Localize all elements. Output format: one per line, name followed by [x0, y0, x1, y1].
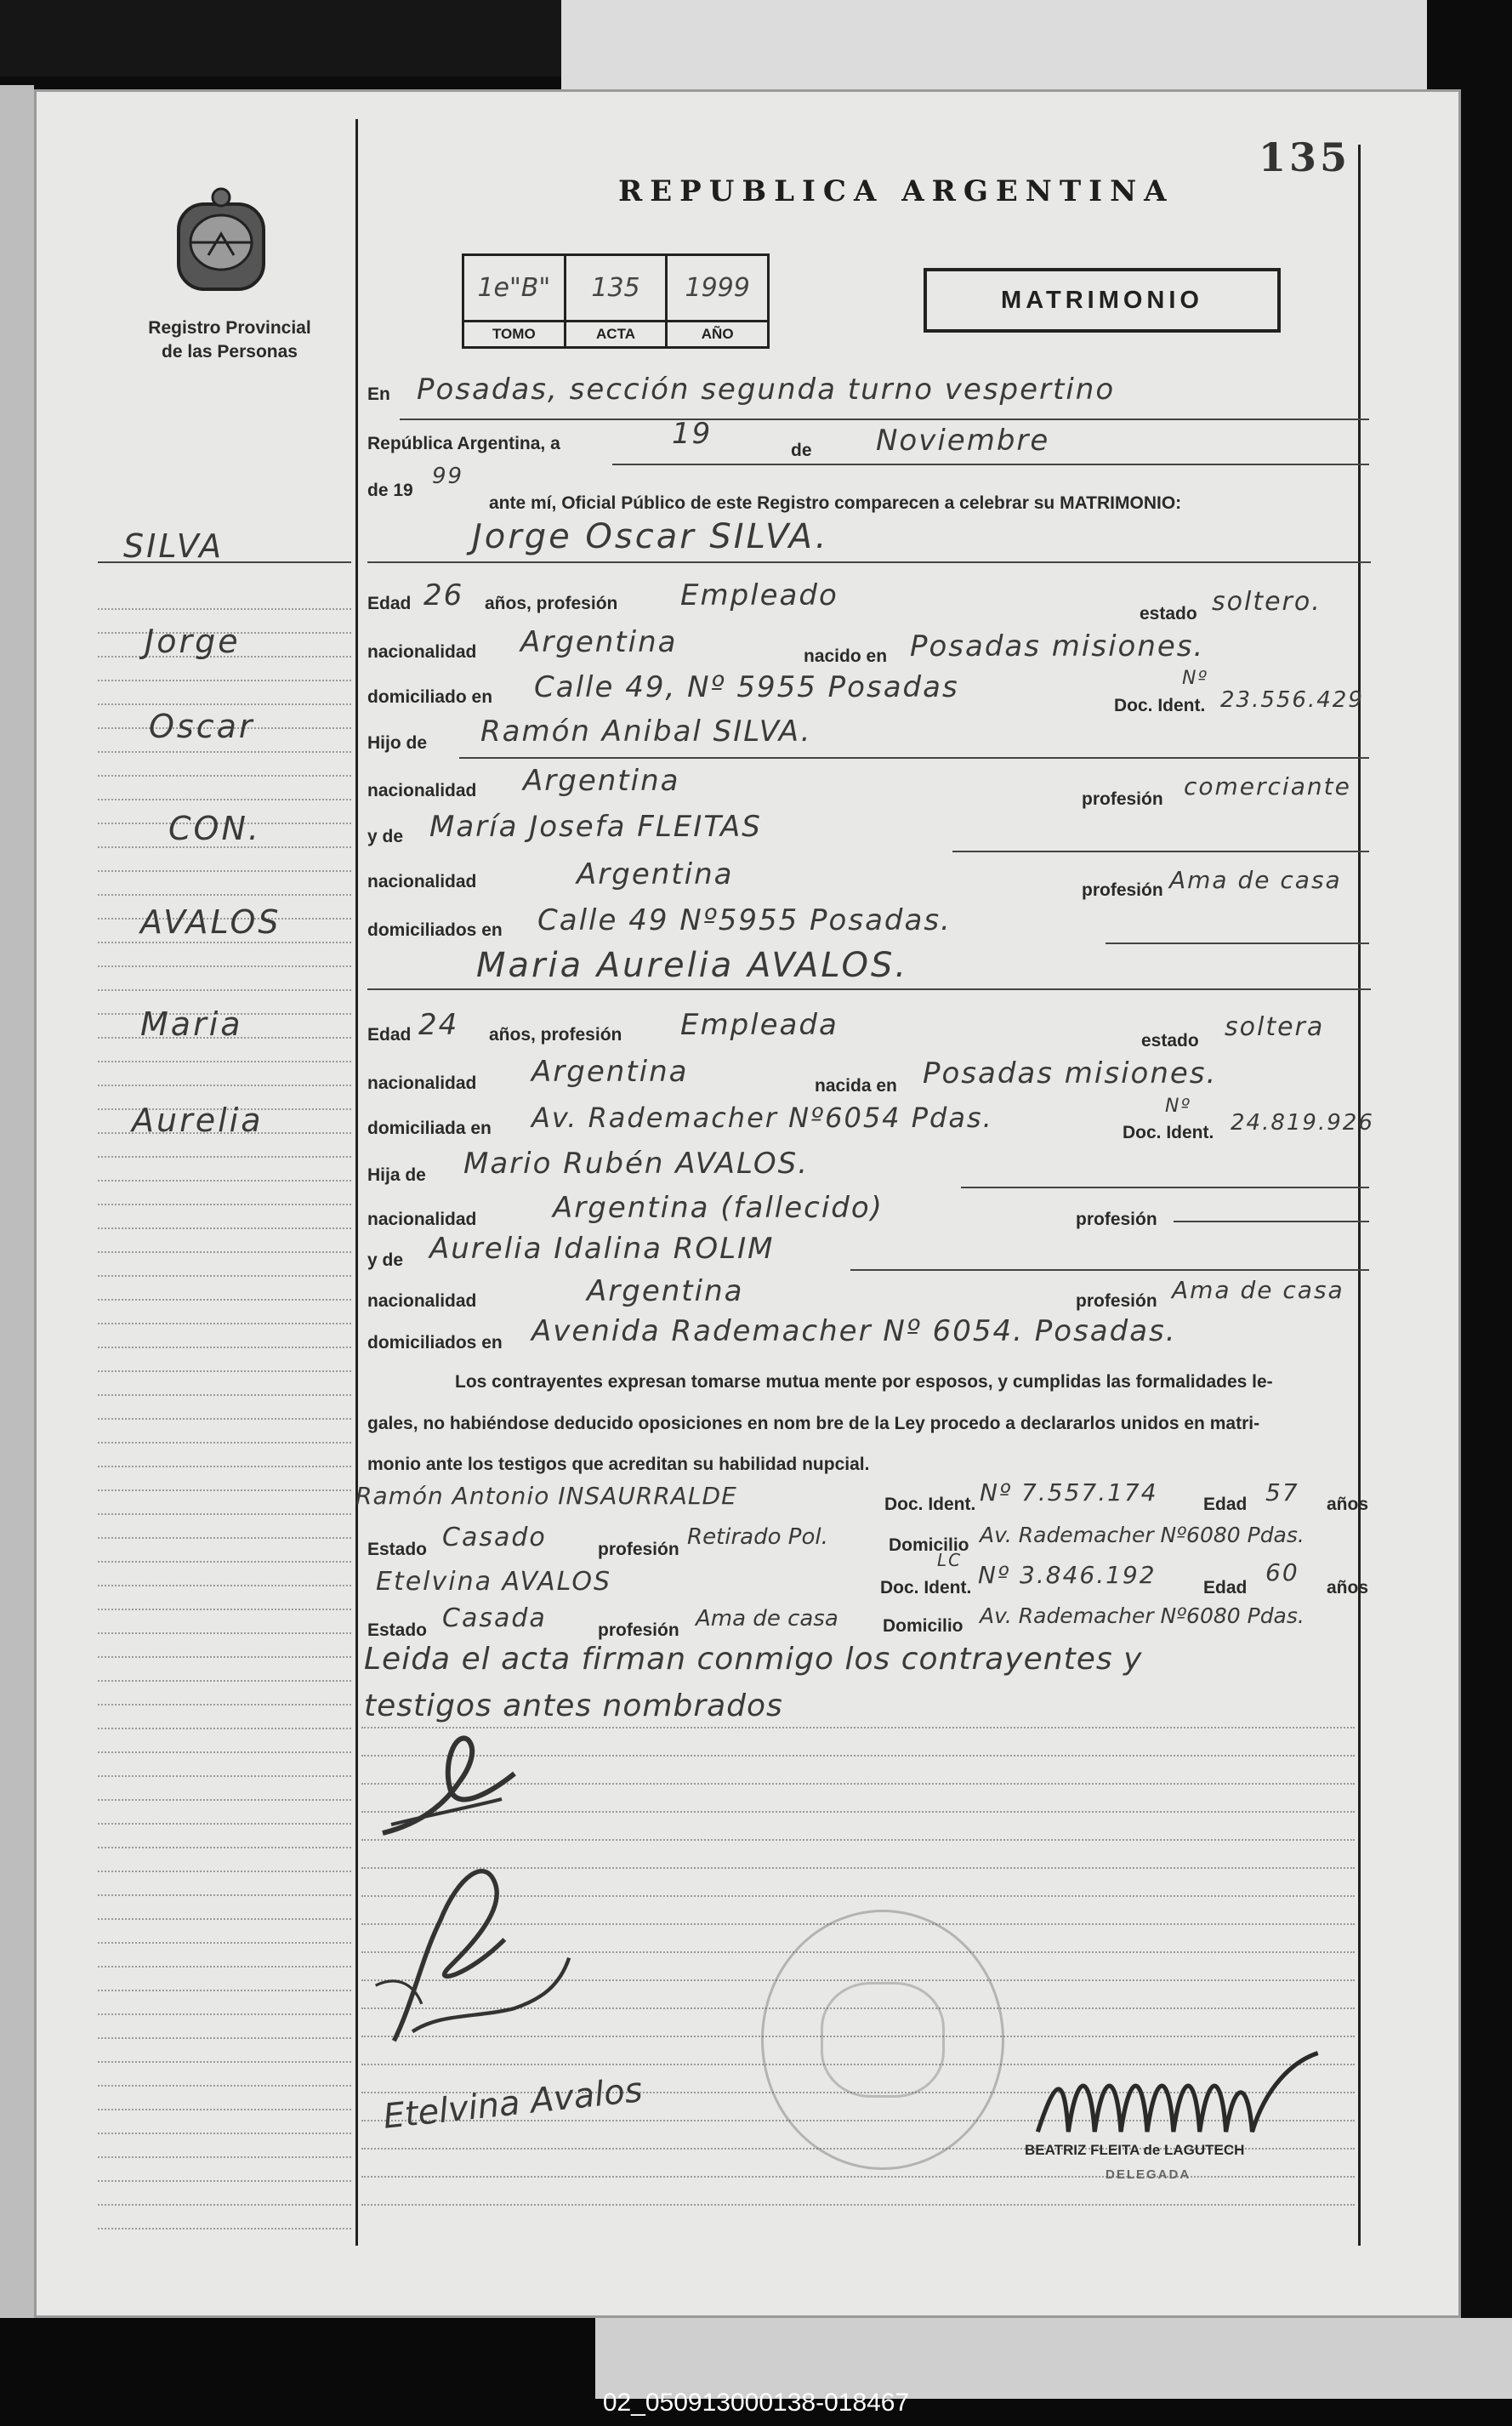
groom-estado: soltero.	[1212, 587, 1322, 617]
groom-estado-label: estado	[1140, 604, 1197, 624]
witness1-doc-label: Doc. Ident.	[884, 1495, 976, 1514]
bride-anos-prof-label: años, profesión	[489, 1025, 622, 1045]
side-name-7: Aurelia	[132, 1102, 264, 1139]
left-rule-line	[98, 680, 351, 681]
left-rule-line	[98, 1323, 351, 1324]
bride-father-line	[961, 1187, 1369, 1188]
witness1-dom-label: Domicilio	[889, 1535, 969, 1555]
left-rule-line	[98, 751, 351, 753]
bride-name-line	[367, 988, 1371, 990]
witness1-age: 57	[1265, 1478, 1299, 1506]
groom-father-line	[459, 757, 1369, 759]
groom-nac-label: nacionalidad	[367, 642, 477, 662]
official-signature	[1029, 2042, 1327, 2152]
footer-id: 02_050913000138-018467	[602, 2389, 910, 2417]
left-rule-line	[98, 2085, 351, 2087]
groom-mother: María Josefa FLEITAS	[429, 810, 762, 844]
left-rule-line	[98, 1751, 351, 1753]
bride-doc-prefix: Nº	[1165, 1096, 1191, 1117]
left-rule-line	[98, 1775, 351, 1777]
record-type-box: MATRIMONIO	[924, 268, 1281, 333]
witness2-estado: Casada	[442, 1603, 547, 1633]
witness2-anos-label: años	[1327, 1578, 1369, 1597]
acta-label: ACTA	[566, 320, 666, 346]
location-line	[400, 419, 1369, 420]
witness2-address: Av. Rademacher Nº6080 Pdas.	[980, 1603, 1305, 1628]
groom-doc-label: Doc. Ident.	[1114, 696, 1206, 715]
left-rule-line	[98, 1585, 351, 1586]
left-rule-line	[98, 608, 351, 610]
groom-doc-prefix: Nº	[1182, 668, 1208, 689]
bride-estado-label: estado	[1141, 1031, 1199, 1051]
left-rule-line	[98, 1466, 351, 1467]
left-rule-line	[98, 703, 351, 705]
background-top-right	[561, 0, 1427, 94]
day-value: 19	[672, 417, 713, 451]
left-rule-line	[98, 1728, 351, 1729]
left-rule-line	[98, 1918, 351, 1920]
groom-edad-label: Edad	[367, 594, 412, 613]
groom-mother-nationality: Argentina	[577, 857, 734, 891]
bride-parents-dom-label: domiciliados en	[367, 1333, 503, 1353]
left-rule-line	[98, 1537, 351, 1539]
bride-age: 24	[418, 1008, 459, 1042]
de-label: de	[791, 441, 812, 460]
side-name-3: Oscar	[149, 708, 255, 745]
ano-cell	[668, 256, 767, 346]
groom-nationality: Argentina	[520, 625, 678, 659]
left-rule-line	[98, 2109, 351, 2110]
ano-label: AÑO	[668, 320, 767, 346]
witness2-edad-label: Edad	[1203, 1578, 1248, 1597]
bride-father-prof-line	[1174, 1221, 1369, 1222]
background-top-left	[0, 0, 561, 77]
official-stamp-inner	[821, 1982, 945, 2098]
declaration-line3: monio ante los testigos que acreditan su habilidad nupcial.	[367, 1455, 870, 1474]
side-name-4: CON.	[168, 810, 261, 847]
country-title: REPUBLICA ARGENTINA	[618, 174, 1174, 208]
bride-estado: soltera	[1225, 1012, 1325, 1042]
left-rule-line	[98, 942, 351, 943]
bride-yde-label: y de	[367, 1250, 404, 1270]
left-rule-line	[98, 894, 351, 896]
left-rule-line	[98, 1561, 351, 1563]
left-rule-line	[98, 2204, 351, 2206]
bride-mother-line	[850, 1269, 1369, 1271]
groom-age: 26	[423, 578, 464, 612]
tomo-cell	[464, 256, 566, 346]
left-rule-line	[98, 1489, 351, 1491]
witness1-name: Ramón Antonio INSAURRALDE	[355, 1482, 737, 1510]
left-rule-line	[98, 870, 351, 872]
background-bottom-light	[595, 2318, 1512, 2399]
groom-mother-profession: Ama de casa	[1169, 866, 1342, 894]
bride-nationality: Argentina	[531, 1055, 689, 1089]
ante-text: ante mí, Oficial Público de este Registro comparecen a celebrar su MATRIMONIO:	[489, 493, 1182, 513]
left-rule-line	[98, 1418, 351, 1420]
left-rule-line	[98, 1704, 351, 1706]
witness2-age: 60	[1265, 1558, 1299, 1586]
tomo-value: 1e"B"	[477, 273, 551, 303]
year-suffix-value: 99	[432, 464, 464, 489]
official-name: BEATRIZ FLEITA de LAGUTECH	[1025, 2142, 1245, 2158]
groom-mother-prof-label: profesión	[1082, 880, 1163, 900]
side-name-6: Maria	[140, 1005, 243, 1043]
left-rule-line	[98, 2133, 351, 2134]
witness1-profession: Retirado Pol.	[687, 1524, 828, 1550]
month-value: Noviembre	[876, 424, 1050, 458]
groom-parents-dom-label: domiciliados en	[367, 920, 503, 940]
left-rule-line	[98, 1347, 351, 1348]
left-rule-line	[98, 1894, 351, 1896]
groom-doc: 23.556.429	[1220, 687, 1364, 713]
groom-nacido-label: nacido en	[804, 646, 888, 666]
groom-address: Calle 49, Nº 5955 Posadas	[534, 670, 959, 704]
bride-hija-label: Hija de	[367, 1165, 426, 1185]
bride-mother-prof-label: profesión	[1076, 1291, 1157, 1311]
groom-dom-label: domiciliado en	[367, 687, 493, 707]
bride-doc-label: Doc. Ident.	[1123, 1123, 1214, 1142]
left-rule-line	[98, 965, 351, 967]
left-rule-line	[98, 1180, 351, 1182]
date-line	[612, 464, 1369, 465]
witness1-estado: Casado	[442, 1523, 547, 1552]
witness1-prof-label: profesión	[598, 1540, 679, 1559]
bride-edad-label: Edad	[367, 1025, 412, 1045]
left-rule-line	[98, 1656, 351, 1658]
witness1-edad-label: Edad	[1203, 1495, 1248, 1514]
main-rule-line	[361, 2176, 1355, 2178]
bride-parents-address: Avenida Rademacher Nº 6054. Posadas.	[531, 1314, 1177, 1348]
bride-father-prof-label: profesión	[1076, 1210, 1157, 1229]
bride-address: Av. Rademacher Nº6054 Pdas.	[531, 1102, 993, 1134]
groom-parents-line	[1106, 942, 1369, 944]
bride-father: Mario Rubén AVALOS.	[463, 1147, 810, 1181]
declaration-line2: gales, no habiéndose deducido oposiciones en nom bre de la Ley procedo a declararlos unidos en matri-	[367, 1414, 1260, 1433]
witness2-profession: Ama de casa	[696, 1606, 838, 1632]
witness1-doc: Nº 7.557.174	[980, 1478, 1158, 1506]
bride-nac-label: nacionalidad	[367, 1073, 477, 1093]
official-title: DELEGADA	[1106, 2167, 1191, 2182]
signature-2	[357, 1812, 578, 2067]
location-value: Posadas, sección segunda turno vespertino	[417, 373, 1116, 407]
groom-father-nac-label: nacionalidad	[367, 781, 477, 800]
side-name-2: Jorge	[145, 623, 241, 660]
groom-anos-prof-label: años, profesión	[485, 594, 618, 613]
witness2-dom-label: Domicilio	[883, 1616, 963, 1636]
bride-birthplace: Posadas misiones.	[923, 1056, 1218, 1091]
left-rule-line	[98, 1227, 351, 1229]
en-label: En	[367, 384, 390, 404]
left-rule-line	[98, 1632, 351, 1634]
left-rule-line	[98, 2013, 351, 2015]
etelvina-signature: Etelvina Avalos	[381, 2070, 645, 2137]
de19-label: de 19	[367, 481, 413, 500]
witness2-doc: Nº 3.846.192	[978, 1561, 1157, 1589]
bride-mother: Aurelia Idalina ROLIM	[429, 1232, 775, 1266]
bride-mother-nationality: Argentina	[587, 1274, 744, 1308]
left-rule-line	[98, 1823, 351, 1825]
side-name-5: AVALOS	[140, 903, 281, 941]
left-rule-line	[98, 1966, 351, 1968]
left-rule-line	[98, 1609, 351, 1610]
registry-name	[128, 316, 332, 364]
witness1-anos-label: años	[1327, 1495, 1369, 1514]
witness1-address: Av. Rademacher Nº6080 Pdas.	[980, 1523, 1305, 1547]
bride-mother-profession: Ama de casa	[1172, 1276, 1344, 1304]
left-rule-line	[98, 989, 351, 991]
groom-father-nationality: Argentina	[523, 764, 680, 798]
groom-father-profession: comerciante	[1184, 772, 1351, 800]
witness1-estado-label: Estado	[367, 1540, 428, 1559]
ano-value: 1999	[685, 273, 750, 303]
left-rule-line	[98, 1251, 351, 1253]
groom-parents-address: Calle 49 Nº5955 Posadas.	[537, 903, 952, 937]
groom-father: Ramón Anibal SILVA.	[480, 715, 812, 749]
witness2-estado-label: Estado	[367, 1620, 428, 1640]
side-name-underline	[98, 561, 351, 563]
bride-father-nac-label: nacionalidad	[367, 1210, 477, 1229]
groom-mother-line	[952, 851, 1369, 852]
left-rule-line	[98, 775, 351, 777]
acta-value: 135	[591, 273, 640, 303]
groom-father-prof-label: profesión	[1082, 789, 1163, 809]
left-rule-line	[98, 1990, 351, 1991]
left-rule-line	[98, 1799, 351, 1801]
left-rule-line	[98, 1275, 351, 1277]
left-rule-line	[98, 1156, 351, 1158]
page-number: 135	[1259, 134, 1351, 180]
left-rule-line	[98, 2156, 351, 2158]
left-rule-line	[98, 1871, 351, 1872]
left-rule-line	[98, 799, 351, 800]
left-rule-line	[98, 1394, 351, 1396]
groom-hijo-label: Hijo de	[367, 733, 428, 753]
left-rule-line	[98, 1061, 351, 1062]
groom-yde-label: y de	[367, 827, 404, 846]
witness2-doc-label: Doc. Ident.	[880, 1578, 972, 1597]
left-rule-line	[98, 2037, 351, 2039]
registry-name-line2: de las Personas	[162, 342, 298, 362]
left-rule-line	[98, 1680, 351, 1682]
bride-mother-nac-label: nacionalidad	[367, 1291, 477, 1311]
closing-line2: testigos antes nombrados	[364, 1689, 783, 1723]
left-rule-line	[98, 1942, 351, 1944]
groom-mother-nac-label: nacionalidad	[367, 872, 477, 891]
left-rule-line	[98, 1847, 351, 1848]
main-rule-line	[361, 2204, 1355, 2206]
groom-profession: Empleado	[680, 578, 838, 612]
bride-dom-label: domiciliada en	[367, 1119, 492, 1138]
left-rule-line	[98, 2061, 351, 2063]
witness2-name: Etelvina AVALOS	[376, 1567, 612, 1597]
bride-profession: Empleada	[680, 1008, 838, 1042]
bride-name: Maria Aurelia AVALOS.	[476, 946, 909, 985]
closing-line1: Leida el acta firman conmigo los contrayentes y	[364, 1642, 1143, 1677]
left-rule-line	[98, 1085, 351, 1086]
republica-label: República Argentina, a	[367, 434, 560, 453]
bride-father-nationality: Argentina (fallecido)	[553, 1191, 884, 1225]
groom-name: Jorge Oscar SILVA.	[472, 517, 829, 556]
coat-of-arms-icon	[170, 187, 272, 298]
acta-cell	[566, 256, 668, 346]
tomo-label: TOMO	[464, 320, 564, 346]
witness2-doc-prefix: LC	[937, 1550, 963, 1570]
groom-name-line	[367, 561, 1371, 563]
left-rule-line	[98, 1513, 351, 1515]
side-name-1: SILVA	[123, 527, 225, 565]
left-rule-line	[98, 1370, 351, 1372]
left-rule-line	[98, 1442, 351, 1444]
margin-line-right	[1358, 145, 1361, 2246]
book-edge	[0, 85, 34, 2331]
bride-nacida-label: nacida en	[815, 1076, 897, 1096]
left-rule-line	[98, 1204, 351, 1205]
declaration-line1: Los contrayentes expresan tomarse mutua mente por esposos, y cumplidas las formalidades le-	[455, 1372, 1273, 1392]
left-rule-line	[98, 2228, 351, 2230]
registry-name-line1: Registro Provincial	[148, 318, 311, 338]
left-rule-line	[98, 2180, 351, 2182]
bride-doc: 24.819.926	[1231, 1110, 1374, 1136]
witness2-prof-label: profesión	[598, 1620, 679, 1640]
act-table	[462, 253, 770, 349]
left-rule-line	[98, 1299, 351, 1301]
groom-birthplace: Posadas misiones.	[910, 629, 1205, 663]
